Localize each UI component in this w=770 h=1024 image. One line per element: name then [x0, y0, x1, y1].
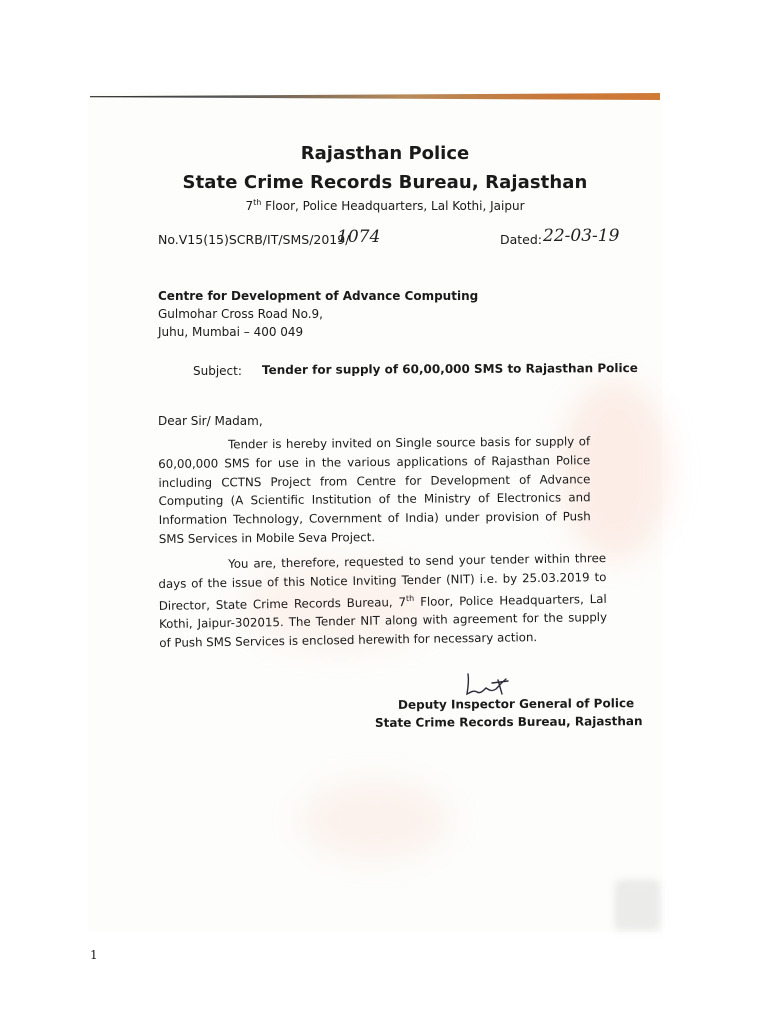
subject-label: Subject: — [193, 364, 242, 378]
body-paragraph: You are, therefore, requested to send your tender within three days of the issue of this Notice Inviting Tender (NIT) i.e. by 25.03.2019 to Director, State Crime Records Bureau, 7th Floor, Police Headquarters, Lal Kothi, Jaipur-302015. The Tender NIT along with agreement for the supply of Push SMS Services is enclosed herewith for necessary action. — [158, 550, 608, 651]
recipient-address-line: Gulmohar Cross Road No.9, — [158, 307, 323, 321]
bureau-name: State Crime Records Bureau, Rajasthan — [182, 172, 588, 193]
salutation: Dear Sir/ Madam, — [158, 414, 263, 428]
organization-name: Rajasthan Police — [300, 143, 470, 164]
handwritten-reference: 1074 — [337, 227, 381, 247]
recipient-name: Centre for Development of Advance Computing — [158, 289, 479, 303]
signatory-office: State Crime Records Bureau, Rajasthan — [374, 714, 643, 730]
recipient-address-line: Juhu, Mumbai – 400 049 — [158, 325, 304, 339]
page-number: 1 — [90, 948, 98, 962]
body-paragraph: Tender is hereby invited on Single source basis for supply of 60,00,000 SMS for use in the various applications of Rajasthan Police including CCTNS Project from Centre for Development of Advance Computing (A Scientific Institution of the Ministry of Electronics and Information Technology, Covernment of India) under provision of Push SMS Services in Mobile Seva Project. — [158, 434, 591, 546]
dated-label: Dated: — [500, 232, 543, 247]
reference-number: No.V15(15)SCRB/IT/SMS/2019/ — [158, 232, 350, 247]
letterhead-address: 7th Floor, Police Headquarters, Lal Kothi, Jaipur — [245, 198, 525, 213]
handwritten-date: 22-03-19 — [543, 226, 620, 246]
signatory-designation: Deputy Inspector General of Police — [397, 696, 635, 712]
recipient-block — [158, 287, 478, 341]
subject-text: Tender for supply of 60,00,000 SMS to Rajasthan Police — [261, 361, 638, 377]
handwritten-signature — [462, 670, 512, 698]
